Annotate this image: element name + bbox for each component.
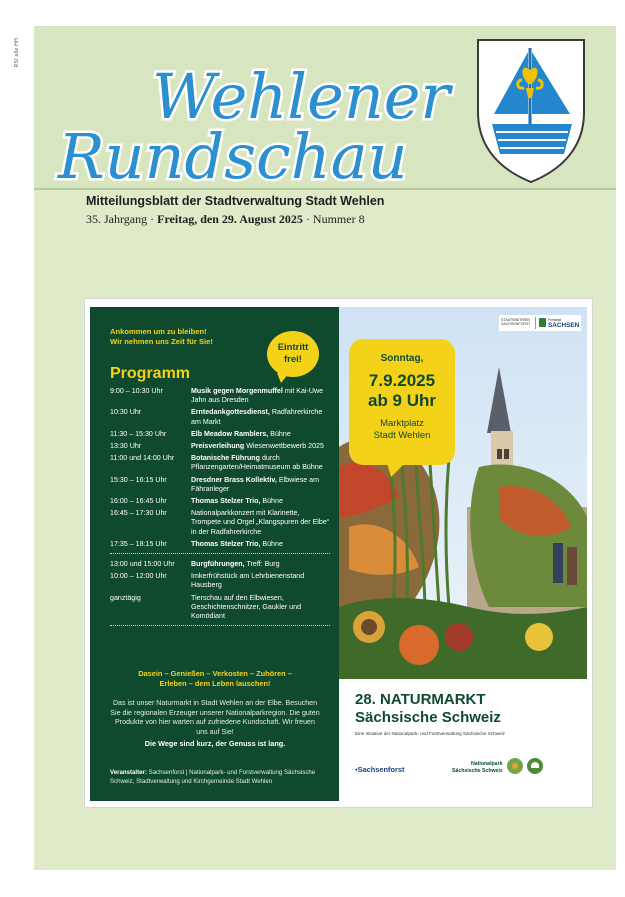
program-description — [191, 509, 330, 537]
program-detail: Imkerfrühstück am Lehrbienenstand Hausberg — [191, 572, 305, 590]
sachsenforst-mark-icon: ▪ — [355, 765, 358, 774]
program-act: Thomas Stelzer Trio, — [191, 539, 261, 548]
program-row — [110, 540, 330, 549]
program-row — [110, 454, 330, 472]
masthead-logo — [34, 26, 464, 188]
program-detail: Bühne — [270, 429, 291, 438]
program-panel — [90, 307, 339, 801]
issue-number: Nummer 8 — [312, 212, 365, 226]
issue-info — [86, 212, 365, 227]
program-title: Programm — [110, 365, 191, 382]
event-time: ab 9 Uhr — [367, 391, 437, 410]
event-day: Sonntag, — [380, 353, 424, 364]
state-small: Freistaat — [548, 318, 562, 322]
side-code: RSI alle HH — [14, 38, 20, 68]
nationalpark-label — [452, 761, 502, 774]
nationalpark-line: Nationalpark — [471, 761, 503, 767]
program-time: 10:30 Uhr — [110, 408, 142, 417]
slogan — [110, 669, 320, 689]
sachsenforst-logo — [355, 765, 404, 774]
issue-volume: 35. Jahrgang — [86, 212, 148, 226]
welcome-line: Wir nehmen uns Zeit für Sie! — [110, 337, 213, 346]
program-group — [110, 387, 330, 549]
organizer-label: Veranstalter: — [110, 769, 147, 776]
program-act: Thomas Stelzer Trio, — [191, 497, 261, 506]
state-name: SACHSEN — [548, 322, 580, 329]
ministry-label — [501, 318, 531, 326]
logo-separator — [535, 317, 536, 329]
slogan-line: Dasein – Genießen – Verkosten – Zuhören – — [138, 669, 292, 678]
program-time: 13:00 und 15:00 Uhr — [110, 560, 175, 569]
program-time: ganztägig — [110, 593, 141, 602]
sachsen-logo — [499, 315, 581, 331]
program-act: Burgführungen, — [191, 560, 245, 569]
program-detail: Bühne — [262, 497, 283, 506]
event-title: 28. NATURMARKT — [355, 691, 486, 708]
program-detail: Radfahrerkirche am Markt — [191, 408, 323, 426]
program-description — [191, 560, 330, 569]
nationalpark-badge-icon — [507, 758, 523, 774]
welcome-text — [110, 327, 213, 347]
program-description — [191, 408, 330, 426]
event-place-line: Stadt Wehlen — [373, 430, 431, 441]
newsletter-subtitle: Mitteilungsblatt der Stadtverwaltung Stadt Wehlen — [86, 194, 385, 208]
program-description — [191, 430, 330, 439]
program-act: Preisverleihung — [191, 442, 245, 451]
program-description — [191, 442, 330, 451]
event-date: 7.9.2025 — [368, 371, 436, 390]
naturmarkt-poster — [85, 299, 592, 807]
program-detail: Treff: Burg — [246, 560, 280, 569]
program-row — [110, 497, 330, 506]
masthead-title-line2: Rundschau — [58, 120, 408, 188]
program-row — [110, 408, 330, 426]
program-time: 17:35 – 18:15 Uhr — [110, 539, 167, 548]
program-time: 10:00 – 12:00 Uhr — [110, 572, 167, 581]
program-row — [110, 387, 330, 405]
event-subtitle: Eine Initiative der Nationalpark- und Forstverwaltung Sächsische Schweiz — [355, 731, 505, 736]
organizer-info — [110, 769, 335, 786]
program-row — [110, 430, 330, 439]
free-entry-line: frei! — [284, 354, 302, 365]
program-description — [191, 387, 330, 405]
dotted-divider — [110, 625, 330, 626]
program-detail: Bühne — [262, 539, 283, 548]
issue-separator: · — [305, 212, 310, 226]
issue-separator: · — [150, 212, 155, 226]
event-title-block — [339, 679, 587, 801]
slogan-line: Erleben – dem Leben lauschen! — [159, 679, 271, 688]
program-detail: Tierschau auf den Elbwiesen, Geschichtenschnitzer, Gaukler und Komödiant — [191, 593, 302, 621]
free-entry-line: Eintritt — [277, 342, 309, 353]
program-act: Musik gegen Morgenmuffel — [191, 387, 283, 395]
event-place-line: Marktplatz — [380, 418, 424, 429]
issue-date: Freitag, den 29. August 2025 — [157, 212, 303, 226]
program-description — [191, 572, 330, 590]
program-row — [110, 560, 330, 569]
program-group — [110, 560, 330, 621]
program-detail: Wiesenwettbewerb 2025 — [246, 442, 324, 451]
program-row — [110, 442, 330, 451]
ministry-line: SACHSENFORST — [501, 322, 531, 327]
program-description — [191, 540, 330, 549]
program-time: 9:00 – 10:30 Uhr — [110, 387, 163, 395]
program-time: 15:30 – 16:15 Uhr — [110, 475, 167, 484]
program-description — [191, 476, 330, 494]
date-bubble — [349, 339, 455, 465]
free-entry-bubble — [267, 331, 319, 377]
program-act: Erntedankgottesdienst, — [191, 408, 270, 417]
program-description — [191, 497, 330, 506]
about-text: Das ist unser Naturmarkt in Stadt Wehlen an der Elbe. Besuchen Sie die regionalen Erzeuger unserer Nationalparkregion. Die guten Produkte von hier warten auf zufriedene Kundschaft. Wir freuen uns auf Sie! — [110, 699, 320, 736]
program-act: Elb Meadow Ramblers, — [191, 429, 269, 438]
program-detail: mit Kai-Uwe Jahn aus Dresden — [191, 387, 324, 405]
program-time: 11:00 und 14:00 Uhr — [110, 454, 175, 463]
nationalpark-line: Sächsische Schweiz — [452, 767, 503, 774]
motto: Die Wege sind kurz, der Genuss ist lang. — [144, 739, 286, 748]
organizer-text: Sachsenforst | Nationalpark- und Forstverwaltung Sächsische Schweiz, Stadtverwaltung und Kirchgemeinde Stadt Wehlen — [110, 769, 316, 785]
program-list — [110, 387, 330, 632]
program-description — [191, 454, 330, 472]
program-detail: Nationalparkkonzert mit Klarinette, Trompete und Orgel „Klangspuren der Elbe“ in der Radfahrerkirche — [191, 509, 330, 536]
sachsen-shield-icon — [539, 318, 546, 327]
event-title-region: Sächsische Schweiz — [355, 709, 501, 726]
program-row — [110, 572, 330, 590]
dotted-divider — [110, 553, 330, 554]
program-description — [191, 594, 330, 622]
ministry-line: STAATSBETRIEB — [501, 318, 530, 322]
program-row — [110, 509, 330, 537]
nationalpark-emblem-icon — [527, 758, 543, 774]
welcome-line: Ankommen um zu bleiben! — [110, 327, 207, 336]
town-crest-icon — [472, 34, 590, 184]
program-act: Dresdner Brass Kollektiv, — [191, 475, 277, 484]
program-time: 11:30 – 15:30 Uhr — [110, 429, 167, 438]
program-detail: durch Pflanzengarten/Heimatmuseum ab Bühne — [191, 454, 323, 472]
sachsenforst-text: Sachsenforst — [357, 765, 405, 774]
program-row — [110, 594, 330, 622]
masthead-title-line1: Wehlener — [152, 60, 451, 133]
program-time: 16:00 – 16:45 Uhr — [110, 497, 167, 506]
program-act: Botanische Führung — [191, 454, 260, 463]
program-time: 16:45 – 17:30 Uhr — [110, 509, 167, 518]
program-row — [110, 476, 330, 494]
header-divider — [34, 188, 616, 190]
event-place — [349, 418, 455, 442]
program-time: 13:30 Uhr — [110, 442, 142, 451]
program-detail: Elbwiese am Fähranleger — [191, 475, 320, 493]
